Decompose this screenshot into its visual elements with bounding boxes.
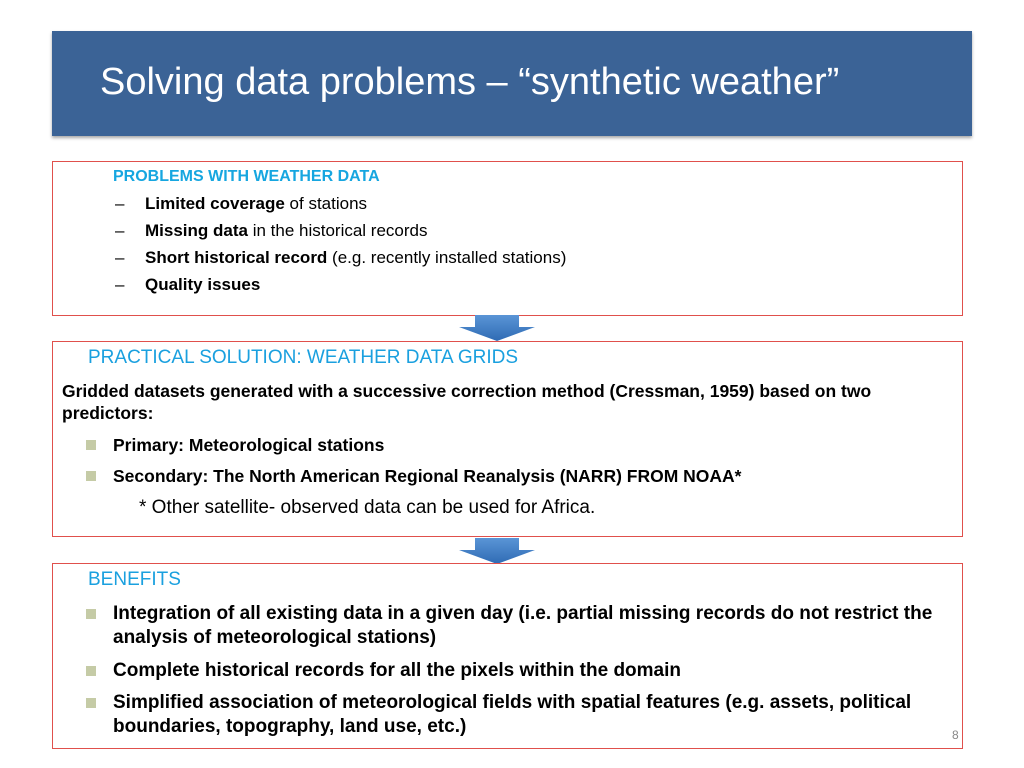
item-bold: Limited coverage: [145, 194, 285, 213]
square-bullet-icon: [86, 698, 96, 708]
square-bullet-icon: [86, 666, 96, 676]
problems-box: [52, 161, 963, 316]
page-number: 8: [952, 728, 959, 742]
bullet-text: Secondary: The North American Regional Reanalysis (NARR) FROM NOAA*: [113, 466, 742, 486]
list-item: [115, 220, 428, 242]
item-bold: Short historical record: [145, 248, 328, 267]
item-rest: in the historical records: [247, 221, 428, 240]
problems-heading: PROBLEMS WITH WEATHER DATA: [113, 168, 380, 185]
list-item: [86, 691, 954, 739]
dash-marker: –: [115, 221, 125, 240]
down-arrow-icon: [459, 315, 535, 341]
list-item: [115, 274, 260, 296]
square-bullet-icon: [86, 609, 96, 619]
solution-box: [52, 341, 963, 537]
down-arrow-icon: [459, 538, 535, 564]
slide-title: Solving data problems – “synthetic weather”: [100, 61, 840, 103]
list-item: [115, 193, 367, 215]
item-rest: of stations: [284, 194, 368, 213]
square-bullet-icon: [86, 440, 96, 450]
list-item: [115, 247, 566, 269]
list-item: [86, 465, 954, 487]
solution-paragraph: Gridded datasets generated with a successive correction method (Cressman, 1959) based on two predictors:: [62, 381, 872, 423]
item-bold: Missing data: [145, 221, 248, 240]
bullet-text: Primary: Meteorological stations: [113, 435, 385, 455]
bullet-text: Simplified association of meteorological fields with spatial features (e.g. assets, political boundaries, topography, land use, etc.): [113, 692, 912, 737]
square-bullet-icon: [86, 471, 96, 481]
item-bold: Quality issues: [145, 275, 261, 294]
benefits-heading: BENEFITS: [88, 569, 181, 590]
dash-marker: –: [115, 275, 125, 294]
bullet-text: Integration of all existing data in a given day (i.e. partial missing records do not restrict the analysis of meteorological stations): [113, 603, 933, 648]
list-item: [86, 434, 954, 456]
solution-heading: PRACTICAL SOLUTION: WEATHER DATA GRIDS: [88, 347, 519, 368]
dash-marker: –: [115, 248, 125, 267]
dash-marker: –: [115, 194, 125, 213]
title-banner: [52, 31, 972, 136]
list-item: [86, 659, 954, 683]
item-rest: (e.g. recently installed stations): [327, 248, 567, 267]
benefits-box: [52, 563, 963, 749]
list-item: [86, 602, 954, 650]
footnote: * Other satellite- observed data can be used for Africa.: [139, 497, 596, 518]
bullet-text: Complete historical records for all the pixels within the domain: [113, 660, 681, 681]
